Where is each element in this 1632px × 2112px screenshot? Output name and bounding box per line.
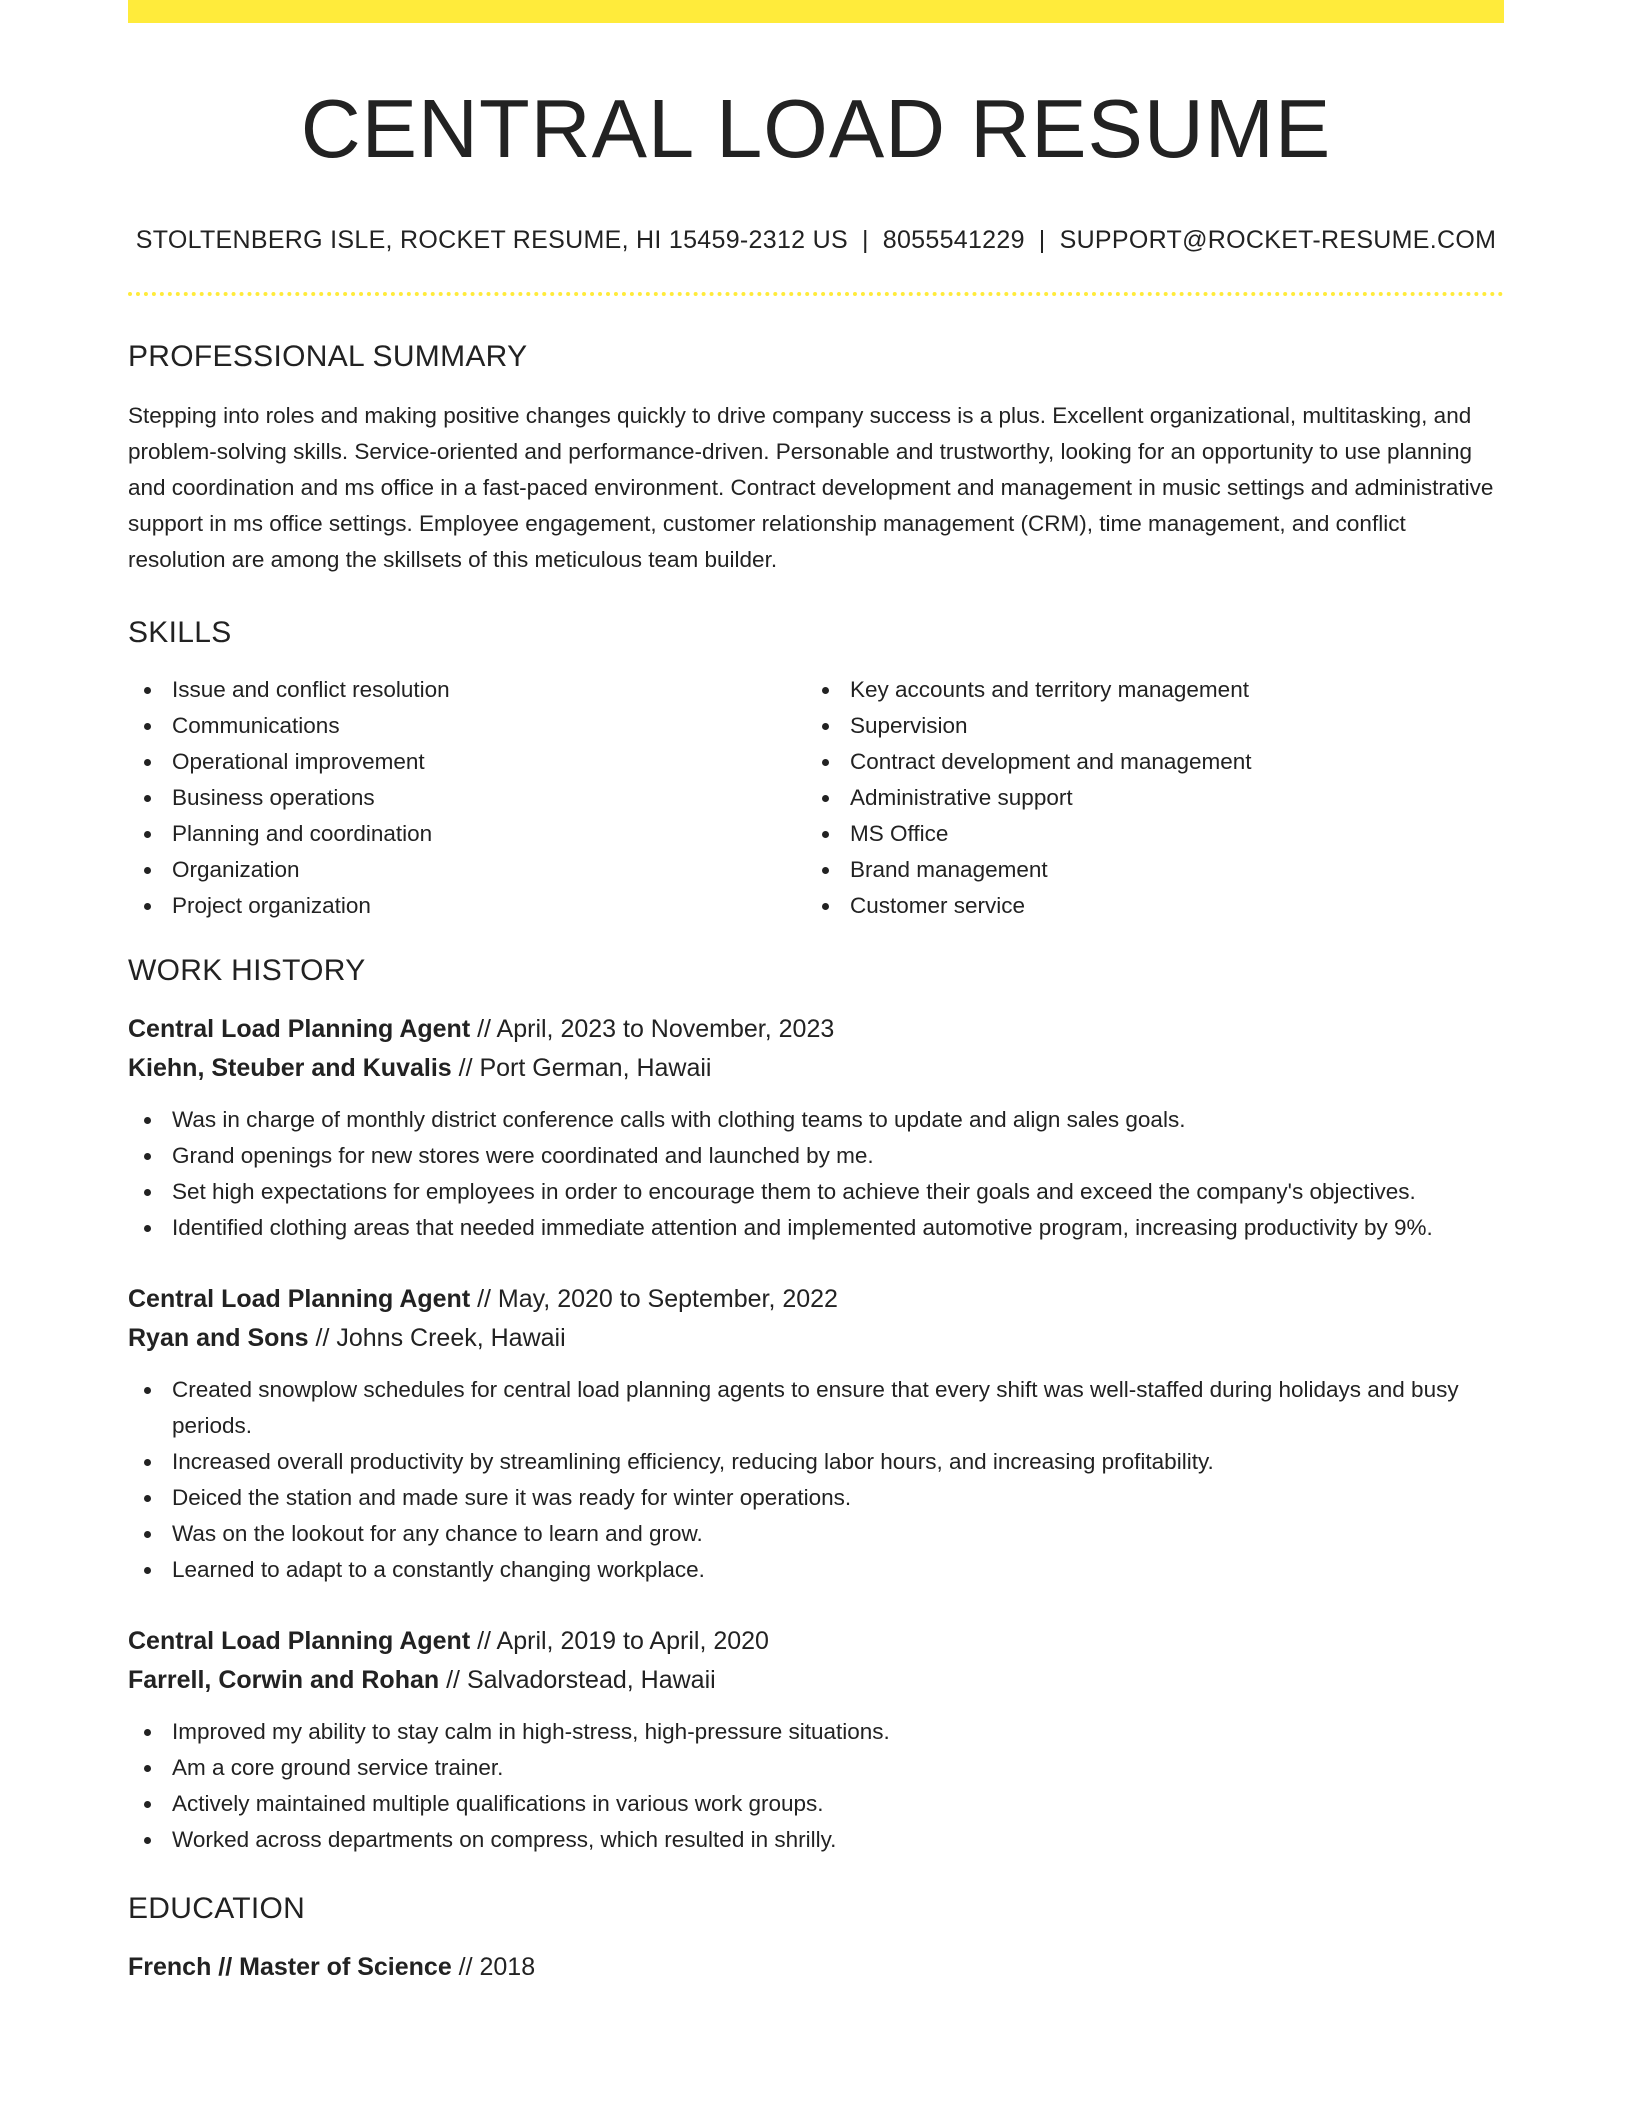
skills-list <box>128 672 1504 924</box>
contact-email[interactable]: SUPPORT@ROCKET-RESUME.COM <box>1059 226 1497 255</box>
job-bullet: Set high expectations for employees in order to encourage them to achieve their goals and exceed the company's objectives. <box>128 1174 1504 1210</box>
job-entry <box>128 1622 1504 1858</box>
job-bullets <box>128 1714 1504 1858</box>
contact-phone[interactable]: 8055541229 <box>882 226 1025 255</box>
resume-page <box>128 0 1504 1987</box>
skill-item: Business operations <box>128 780 806 816</box>
education-year: // 2018 <box>451 1953 536 1982</box>
dotted-divider <box>128 292 1504 296</box>
job-dates: // May, 2020 to September, 2022 <box>470 1285 838 1314</box>
skill-item: Operational improvement <box>128 744 806 780</box>
job-bullet: Created snowplow schedules for central load planning agents to ensure that every shift was well-staffed during holidays and busy periods. <box>128 1372 1504 1444</box>
job-location: // Johns Creek, Hawaii <box>308 1324 566 1353</box>
job-company: Farrell, Corwin and Rohan <box>128 1666 440 1695</box>
job-company-line <box>128 1319 1504 1358</box>
skill-item: Customer service <box>806 888 1484 924</box>
contact-line <box>128 226 1504 255</box>
job-title: Central Load Planning Agent <box>128 1285 471 1314</box>
skill-item: Brand management <box>806 852 1484 888</box>
job-company: Kiehn, Steuber and Kuvalis <box>128 1054 452 1083</box>
job-company: Ryan and Sons <box>128 1324 309 1353</box>
job-bullet: Learned to adapt to a constantly changing workplace. <box>128 1552 1504 1588</box>
job-bullet: Improved my ability to stay calm in high-stress, high-pressure situations. <box>128 1714 1504 1750</box>
job-entry <box>128 1010 1504 1246</box>
job-bullet: Grand openings for new stores were coordinated and launched by me. <box>128 1138 1504 1174</box>
accent-top-bar <box>128 0 1504 23</box>
skill-item: Organization <box>128 852 806 888</box>
job-location: // Salvadorstead, Hawaii <box>439 1666 716 1695</box>
job-company-line <box>128 1661 1504 1700</box>
resume-title: CENTRAL LOAD RESUME <box>300 82 1332 175</box>
skill-item: MS Office <box>806 816 1484 852</box>
job-bullet: Actively maintained multiple qualifications in various work groups. <box>128 1786 1504 1822</box>
skill-item: Planning and coordination <box>128 816 806 852</box>
skills-column-right <box>806 672 1484 924</box>
job-bullet: Deiced the station and made sure it was ready for winter operations. <box>128 1480 1504 1516</box>
job-title-line <box>128 1622 1504 1661</box>
contact-separator: | <box>861 226 869 255</box>
job-bullet: Worked across departments on compress, which resulted in shrilly. <box>128 1822 1504 1858</box>
contact-address: STOLTENBERG ISLE, ROCKET RESUME, HI 15459-2312 US <box>135 226 848 255</box>
job-title: Central Load Planning Agent <box>128 1015 471 1044</box>
job-bullets <box>128 1372 1504 1588</box>
job-company-line <box>128 1049 1504 1088</box>
job-bullet: Am a core ground service trainer. <box>128 1750 1504 1786</box>
skill-item: Issue and conflict resolution <box>128 672 806 708</box>
education-degree: French // Master of Science <box>128 1953 452 1982</box>
skills-column-left <box>128 672 806 924</box>
job-bullet: Identified clothing areas that needed immediate attention and implemented automotive program, increasing productivity by 9%. <box>128 1210 1504 1246</box>
job-bullet: Increased overall productivity by streamlining efficiency, reducing labor hours, and increasing profitability. <box>128 1444 1504 1480</box>
skill-item: Contract development and management <box>806 744 1484 780</box>
job-dates: // April, 2019 to April, 2020 <box>470 1627 769 1656</box>
job-bullet: Was on the lookout for any chance to learn and grow. <box>128 1516 1504 1552</box>
skill-item: Administrative support <box>806 780 1484 816</box>
contact-separator: | <box>1038 226 1046 255</box>
summary-heading: PROFESSIONAL SUMMARY <box>128 340 528 374</box>
job-title-line <box>128 1010 1504 1049</box>
skills-heading: SKILLS <box>128 616 232 650</box>
job-dates: // April, 2023 to November, 2023 <box>470 1015 835 1044</box>
job-entry <box>128 1280 1504 1588</box>
education-entry <box>128 1948 1504 1987</box>
work-history-heading: WORK HISTORY <box>128 954 366 988</box>
skill-item: Project organization <box>128 888 806 924</box>
job-bullet: Was in charge of monthly district conference calls with clothing teams to update and align sales goals. <box>128 1102 1504 1138</box>
skill-item: Key accounts and territory management <box>806 672 1484 708</box>
skill-item: Communications <box>128 708 806 744</box>
job-title: Central Load Planning Agent <box>128 1627 471 1656</box>
job-bullets <box>128 1102 1504 1246</box>
education-heading: EDUCATION <box>128 1892 306 1926</box>
skill-item: Supervision <box>806 708 1484 744</box>
summary-text: Stepping into roles and making positive changes quickly to drive company success is a plus. Excellent organizational, multitasking, and problem-solving skills. Service-oriented and performance-driven. Personable and trustworthy, looking for an opportunity to use planning and coordination and ms office in a fast-paced environment. Contract development and management in music settings and administrative support in ms office settings. Employee engagement, customer relationship management (CRM), time management, and conflict resolution are among the skillsets of this meticulous team builder. <box>128 403 1494 573</box>
job-location: // Port German, Hawaii <box>451 1054 712 1083</box>
job-title-line <box>128 1280 1504 1319</box>
